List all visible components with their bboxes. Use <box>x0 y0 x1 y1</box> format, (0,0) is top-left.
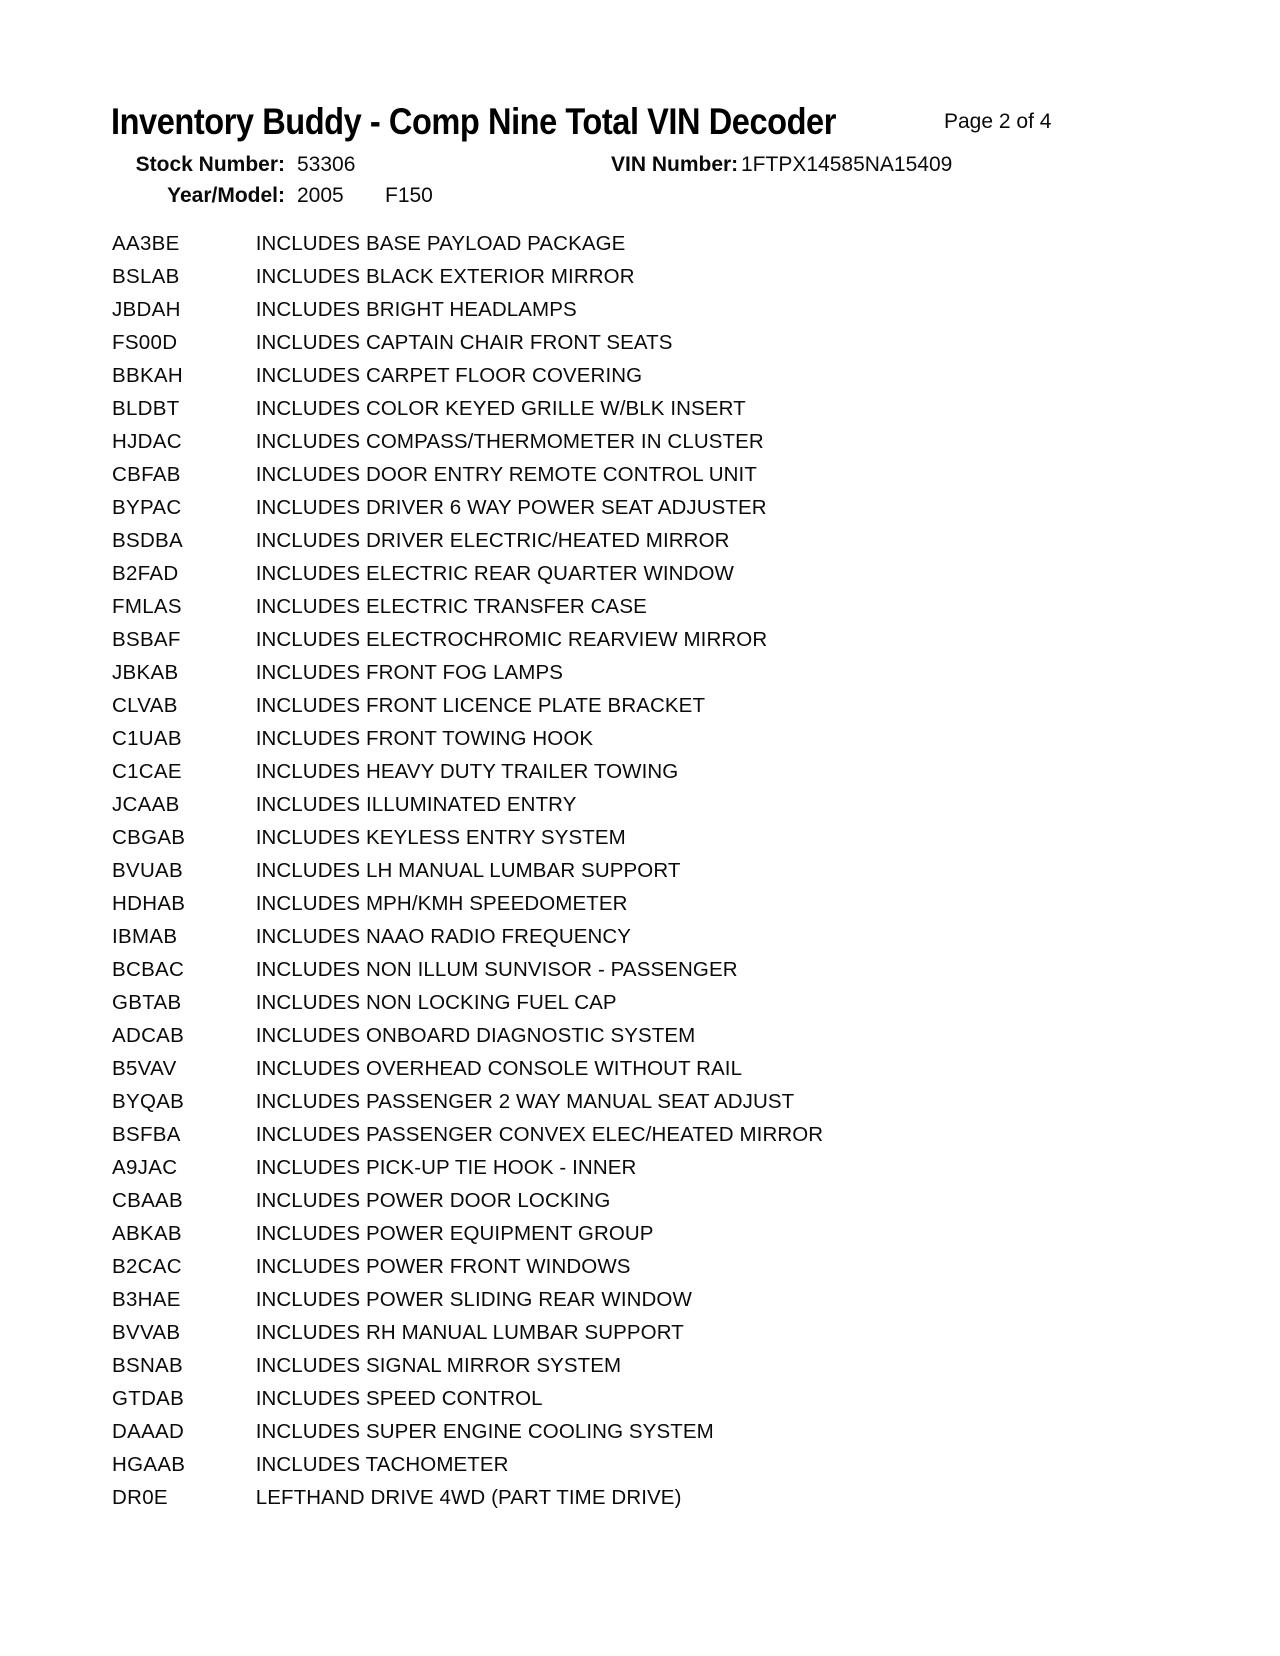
table-row <box>0 293 1280 326</box>
option-description: INCLUDES COLOR KEYED GRILLE W/BLK INSERT <box>255 397 746 420</box>
table-row <box>0 986 1280 1019</box>
option-description: INCLUDES ELECTRIC TRANSFER CASE <box>255 595 647 618</box>
option-description: INCLUDES BRIGHT HEADLAMPS <box>255 298 577 321</box>
option-code: BSDBA <box>112 529 183 552</box>
table-row <box>0 689 1280 722</box>
vin-number-value: 1FTPX14585NA15409 <box>741 153 953 176</box>
table-row <box>0 1316 1280 1349</box>
option-description: INCLUDES CARPET FLOOR COVERING <box>255 364 643 387</box>
option-description: INCLUDES POWER SLIDING REAR WINDOW <box>255 1288 692 1311</box>
option-code: JBKAB <box>112 661 179 684</box>
option-description: INCLUDES PASSENGER 2 WAY MANUAL SEAT ADJUST <box>255 1090 795 1113</box>
option-description: INCLUDES SUPER ENGINE COOLING SYSTEM <box>255 1420 714 1443</box>
option-code: B3HAE <box>112 1288 181 1311</box>
option-description: INCLUDES SIGNAL MIRROR SYSTEM <box>255 1354 622 1377</box>
stock-number-label: Stock Number: <box>135 153 285 176</box>
option-description: INCLUDES HEAVY DUTY TRAILER TOWING <box>255 760 679 783</box>
stock-number-value: 53306 <box>297 153 356 176</box>
table-row <box>0 1415 1280 1448</box>
option-description: INCLUDES FRONT TOWING HOOK <box>255 727 594 750</box>
option-code: CBAAB <box>112 1189 183 1212</box>
option-code: BBKAH <box>112 364 183 387</box>
table-row <box>0 458 1280 491</box>
table-row <box>0 425 1280 458</box>
option-description: INCLUDES CAPTAIN CHAIR FRONT SEATS <box>255 331 673 354</box>
option-code: AA3BE <box>112 232 180 255</box>
option-code: A9JAC <box>112 1156 178 1179</box>
option-description: INCLUDES NAAO RADIO FREQUENCY <box>255 925 632 948</box>
option-description: INCLUDES FRONT LICENCE PLATE BRACKET <box>255 694 706 717</box>
option-code: CLVAB <box>112 694 178 717</box>
option-code: HDHAB <box>112 892 186 915</box>
table-row <box>0 887 1280 920</box>
option-code: C1CAE <box>112 760 182 783</box>
option-code: ABKAB <box>112 1222 182 1245</box>
option-code: IBMAB <box>112 925 178 948</box>
option-description: INCLUDES TACHOMETER <box>255 1453 509 1476</box>
meta-row-year-model <box>0 184 1280 208</box>
table-row <box>0 1382 1280 1415</box>
table-row <box>0 326 1280 359</box>
option-code: JCAAB <box>112 793 180 816</box>
option-description: INCLUDES OVERHEAD CONSOLE WITHOUT RAIL <box>255 1057 743 1080</box>
table-row <box>0 524 1280 557</box>
option-code: ADCAB <box>112 1024 185 1047</box>
option-code: CBFAB <box>112 463 181 486</box>
option-description: INCLUDES LH MANUAL LUMBAR SUPPORT <box>255 859 681 882</box>
option-code: GTDAB <box>112 1387 185 1410</box>
option-description: INCLUDES SPEED CONTROL <box>255 1387 543 1410</box>
option-description: INCLUDES PASSENGER CONVEX ELEC/HEATED MIRROR <box>255 1123 824 1146</box>
table-row <box>0 260 1280 293</box>
option-code: BYPAC <box>112 496 182 519</box>
meta-row-stock-vin <box>0 153 1280 177</box>
option-code: BYQAB <box>112 1090 185 1113</box>
option-code: FMLAS <box>112 595 182 618</box>
vin-options-list <box>0 227 1280 1514</box>
year-value: 2005 <box>297 184 344 207</box>
option-code: BVUAB <box>112 859 183 882</box>
table-row <box>0 1184 1280 1217</box>
option-description: INCLUDES ELECTRIC REAR QUARTER WINDOW <box>255 562 734 585</box>
option-description: INCLUDES FRONT FOG LAMPS <box>255 661 563 684</box>
year-model-label: Year/Model: <box>167 184 285 207</box>
table-row <box>0 920 1280 953</box>
option-description: INCLUDES DRIVER ELECTRIC/HEATED MIRROR <box>255 529 730 552</box>
table-row <box>0 1448 1280 1481</box>
option-code: JBDAH <box>112 298 181 321</box>
option-code: B5VAV <box>112 1057 177 1080</box>
page-number: Page 2 of 4 <box>944 110 1052 133</box>
page-title: Inventory Buddy - Comp Nine Total VIN Decoder <box>111 101 836 142</box>
option-code: DR0E <box>112 1486 168 1509</box>
model-value: F150 <box>385 184 433 207</box>
option-code: BSNAB <box>112 1354 183 1377</box>
option-description: INCLUDES MPH/KMH SPEEDOMETER <box>255 892 628 915</box>
table-row <box>0 1151 1280 1184</box>
table-row <box>0 722 1280 755</box>
option-code: BVVAB <box>112 1321 181 1344</box>
option-code: HGAAB <box>112 1453 186 1476</box>
option-description: INCLUDES NON ILLUM SUNVISOR - PASSENGER <box>255 958 738 981</box>
table-row <box>0 359 1280 392</box>
table-row <box>0 854 1280 887</box>
option-description: INCLUDES KEYLESS ENTRY SYSTEM <box>255 826 626 849</box>
table-row <box>0 1118 1280 1151</box>
option-code: B2CAC <box>112 1255 182 1278</box>
option-code: BSBAF <box>112 628 181 651</box>
vin-number-label: VIN Number: <box>611 153 739 176</box>
table-row <box>0 1085 1280 1118</box>
table-row <box>0 953 1280 986</box>
option-description: INCLUDES ONBOARD DIAGNOSTIC SYSTEM <box>255 1024 696 1047</box>
table-row <box>0 1052 1280 1085</box>
table-row <box>0 1019 1280 1052</box>
table-row <box>0 227 1280 260</box>
option-description: INCLUDES DOOR ENTRY REMOTE CONTROL UNIT <box>255 463 757 486</box>
table-row <box>0 1283 1280 1316</box>
option-code: DAAAD <box>112 1420 185 1443</box>
option-description: INCLUDES ILLUMINATED ENTRY <box>255 793 577 816</box>
option-description: INCLUDES NON LOCKING FUEL CAP <box>255 991 617 1014</box>
table-row <box>0 788 1280 821</box>
option-description: INCLUDES BLACK EXTERIOR MIRROR <box>255 265 635 288</box>
option-code: HJDAC <box>112 430 182 453</box>
option-code: C1UAB <box>112 727 182 750</box>
option-code: BLDBT <box>112 397 180 420</box>
table-row <box>0 1481 1280 1514</box>
option-description: LEFTHAND DRIVE 4WD (PART TIME DRIVE) <box>255 1486 682 1509</box>
option-code: GBTAB <box>112 991 182 1014</box>
option-code: BCBAC <box>112 958 185 981</box>
option-code: FS00D <box>112 331 178 354</box>
table-row <box>0 821 1280 854</box>
table-row <box>0 656 1280 689</box>
option-code: B2FAD <box>112 562 179 585</box>
option-description: INCLUDES RH MANUAL LUMBAR SUPPORT <box>255 1321 684 1344</box>
table-row <box>0 392 1280 425</box>
option-code: CBGAB <box>112 826 186 849</box>
table-row <box>0 590 1280 623</box>
table-row <box>0 557 1280 590</box>
option-description: INCLUDES BASE PAYLOAD PACKAGE <box>255 232 626 255</box>
table-row <box>0 1250 1280 1283</box>
table-row <box>0 755 1280 788</box>
option-description: INCLUDES POWER FRONT WINDOWS <box>255 1255 631 1278</box>
option-description: INCLUDES COMPASS/THERMOMETER IN CLUSTER <box>255 430 764 453</box>
option-code: BSFBA <box>112 1123 181 1146</box>
table-row <box>0 623 1280 656</box>
option-description: INCLUDES POWER EQUIPMENT GROUP <box>255 1222 654 1245</box>
option-code: BSLAB <box>112 265 180 288</box>
table-row <box>0 491 1280 524</box>
option-description: INCLUDES ELECTROCHROMIC REARVIEW MIRROR <box>255 628 768 651</box>
option-description: INCLUDES DRIVER 6 WAY POWER SEAT ADJUSTER <box>255 496 767 519</box>
table-row <box>0 1217 1280 1250</box>
option-description: INCLUDES PICK-UP TIE HOOK - INNER <box>255 1156 637 1179</box>
option-description: INCLUDES POWER DOOR LOCKING <box>255 1189 611 1212</box>
table-row <box>0 1349 1280 1382</box>
